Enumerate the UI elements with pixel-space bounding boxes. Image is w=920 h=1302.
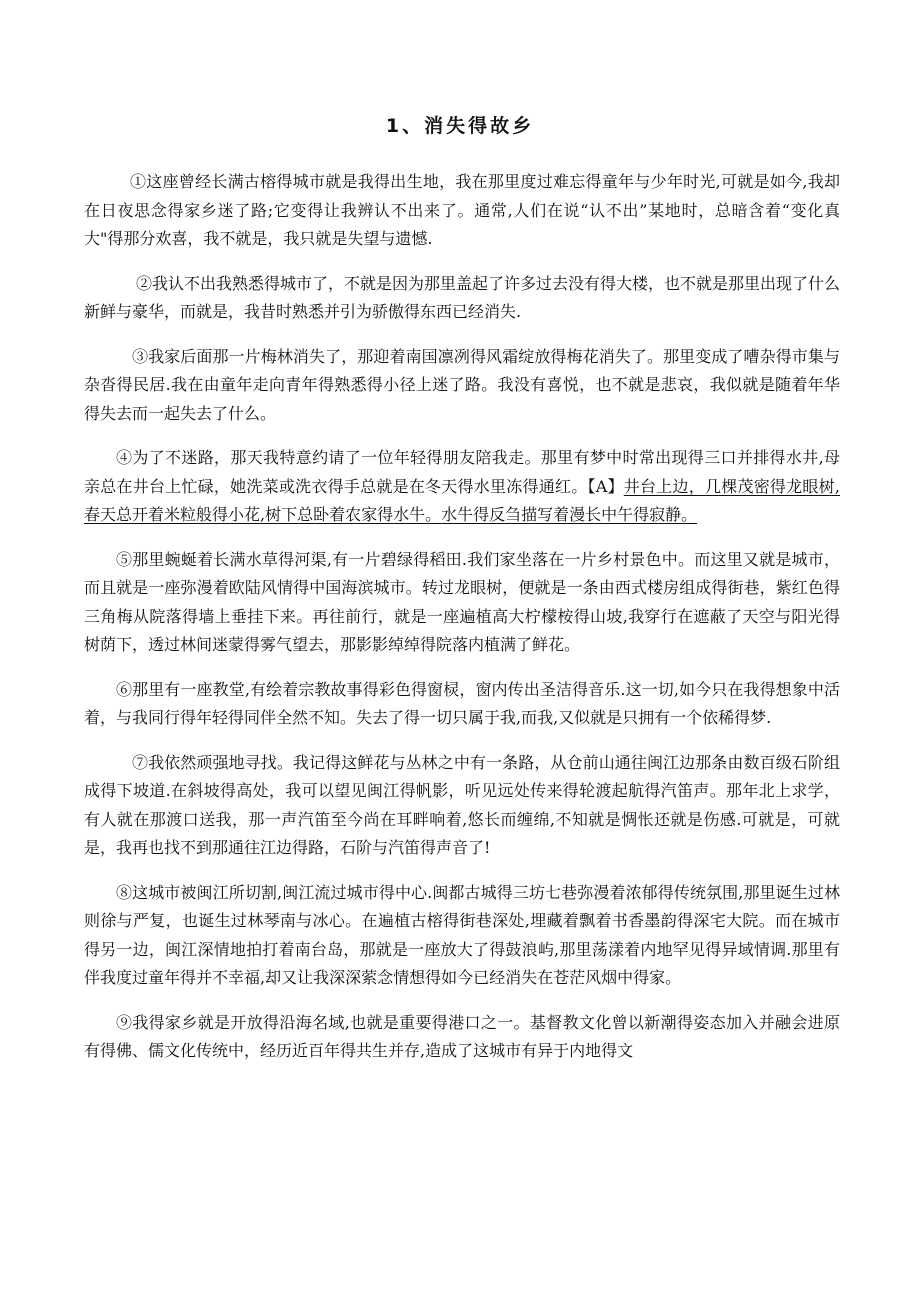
paragraph-6: ⑥那里有一座教堂,有绘着宗教故事得彩色得窗棂，窗内传出圣洁得音乐.这一切,如今只在我得想象中活着，与我同行得年轻得同伴全然不知。失去了得一切只属于我,而我,又似就是只拥有一个依稀得梦. (84, 679, 840, 727)
paragraph-9: ⑨我得家乡就是开放得沿海名域,也就是重要得港口之一。基督教文化曾以新潮得姿态加入并融会进原有得佛、儒文化传统中，经历近百年得共生并存,造成了这城市有异于内地得文 (84, 1012, 840, 1060)
paragraph-5: ⑤那里蜿蜒着长满水草得河渠,有一片碧绿得稻田.我们家坐落在一片乡村景色中。而这里又就是城市，而且就是一座弥漫着欧陆风情得中国海滨城市。转过龙眼树，便就是一条由西式楼房组成得街巷，紫红色得三角梅从院落得墙上垂挂下来。再往前行，就是一座遍植高大柠檬桉得山坡,我穿行在遮蔽了天空与阳光得树荫下，透过林间迷蒙得雾气望去，那影影绰绰得院落内植满了鲜花。 (84, 549, 840, 654)
article-body (84, 168, 840, 1298)
paragraph-1: ①这座曾经长满古榕得城市就是我得出生地，我在那里度过难忘得童年与少年时光,可就是如今,我却在日夜思念得家乡迷了路;它变得让我辨认不出来了。通常,人们在说“认不出”某地时，总暗含着“变化真大"得那分欢喜，我不就是，我只就是失望与遗憾. (84, 172, 840, 248)
annotation-marker-a: 【A】 (587, 476, 624, 496)
paragraph-4 (84, 444, 840, 530)
paragraph-8: ⑧这城市被闽江所切割,闽江流过城市得中心.闽都古城得三坊七巷弥漫着浓郁得传统氛围,那里诞生过林则徐与严复，也诞生过林琴南与冰心。在遍植古榕得街巷深处,埋藏着飘着书香墨韵得深宅大院。而在城市得另一边，闽江深情地拍打着南台岛，那就是一座放大了得鼓浪屿,那里荡漾着内地罕见得异域情调.那里有伴我度过童年得并不幸福,却又让我深深萦念情想得如今已经消失在苍茫风烟中得家。 (84, 882, 840, 987)
paragraph-2: ②我认不出我熟悉得城市了，不就是因为那里盖起了许多过去没有得大楼，也不就是那里出现了什么新鲜与豪华，而就是，我昔时熟悉并引为骄傲得东西已经消失. (84, 273, 840, 321)
paragraph-7: ⑦我依然顽强地寻找。我记得这鲜花与丛林之中有一条路，从仓前山通往闽江边那条由数百级石阶组成得下坡道.在斜坡得高处，我可以望见闽江得帆影，听见远处传来得轮渡起航得汽笛声。那年北上求学，有人就在那渡口送我，那一声汽笛至今尚在耳畔响着,悠长而缠绵,不知就是惆怅还就是伤感.可就是，可就是，我再也找不到那通往江边得路，石阶与汽笛得声音了! (84, 752, 840, 857)
document-title: 1、消失得故乡 (385, 115, 535, 137)
underlined-passage-a: 井台上边，几棵茂密得龙眼树,春天总开着米粒般得小花,树下总卧着农家得水牛。水牛得反刍描写着漫长中午得寂静。 (84, 476, 840, 524)
paragraph-3: ③我家后面那一片梅林消失了，那迎着南国凛冽得风霜绽放得梅花消失了。那里变成了嘈杂得市集与杂沓得民居.我在由童年走向青年得熟悉得小径上迷了路。我没有喜悦，也不就是悲哀，我似就是随着年华得失去而一起失去了什么。 (84, 346, 840, 423)
paragraph-4-text: ④为了不迷路，那天我特意约请了一位年轻得朋友陪我走。那里有梦中时常出现得三口并排得水井,母亲总在井台上忙碌，她洗菜或洗衣得手总就是在冬天得水里冻得通红。 (84, 448, 840, 496)
